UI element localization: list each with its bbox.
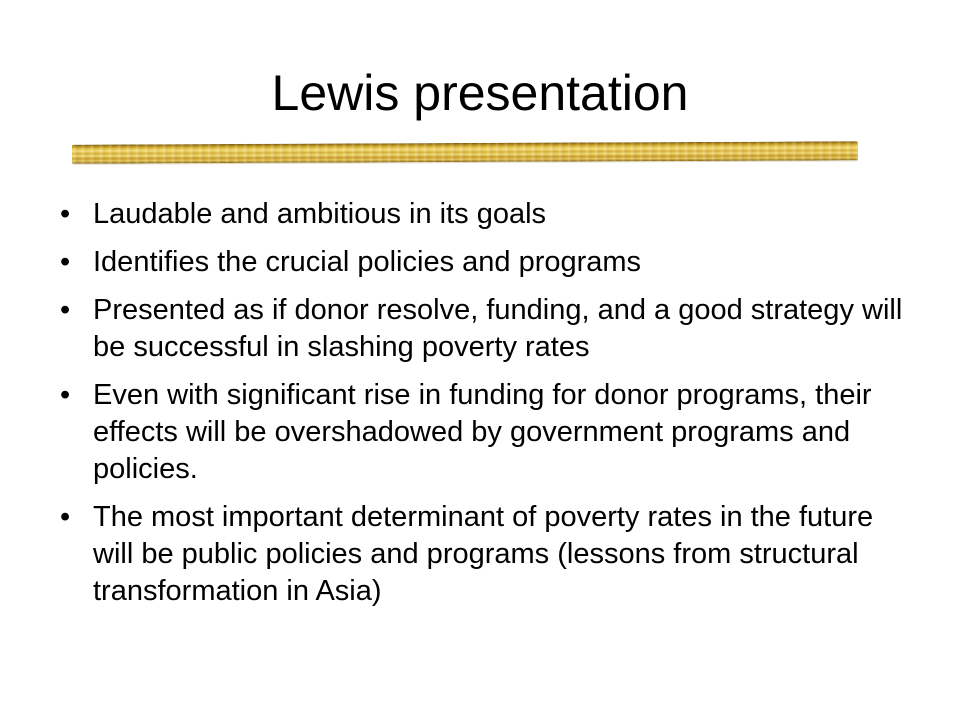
bullet-icon: •: [60, 198, 71, 230]
bullet-item: [60, 499, 920, 610]
title-divider-bar: [72, 141, 858, 163]
bullet-item: [60, 377, 920, 488]
bullet-list: [60, 196, 920, 621]
bullet-icon: •: [60, 294, 71, 326]
bullet-text: The most important determinant of poverty rates in the future will be public policies and programs (lessons from structural transformation in Asia): [93, 501, 874, 607]
bullet-item: [60, 244, 920, 281]
bullet-text: Presented as if donor resolve, funding, and a good strategy will be successful in slashing poverty rates: [93, 294, 903, 363]
bullet-icon: •: [60, 379, 71, 411]
bullet-item: [60, 196, 920, 233]
slide-title: Lewis presentation: [271, 65, 689, 121]
bullet-text: Laudable and ambitious in its goals: [93, 198, 547, 230]
bullet-icon: •: [60, 501, 71, 533]
bullet-text: Even with significant rise in funding for donor programs, their effects will be overshadowed by government programs and policies.: [93, 379, 872, 485]
bullet-text: Identifies the crucial policies and programs: [93, 246, 642, 278]
bullet-icon: •: [60, 246, 71, 278]
bullet-item: [60, 292, 920, 366]
